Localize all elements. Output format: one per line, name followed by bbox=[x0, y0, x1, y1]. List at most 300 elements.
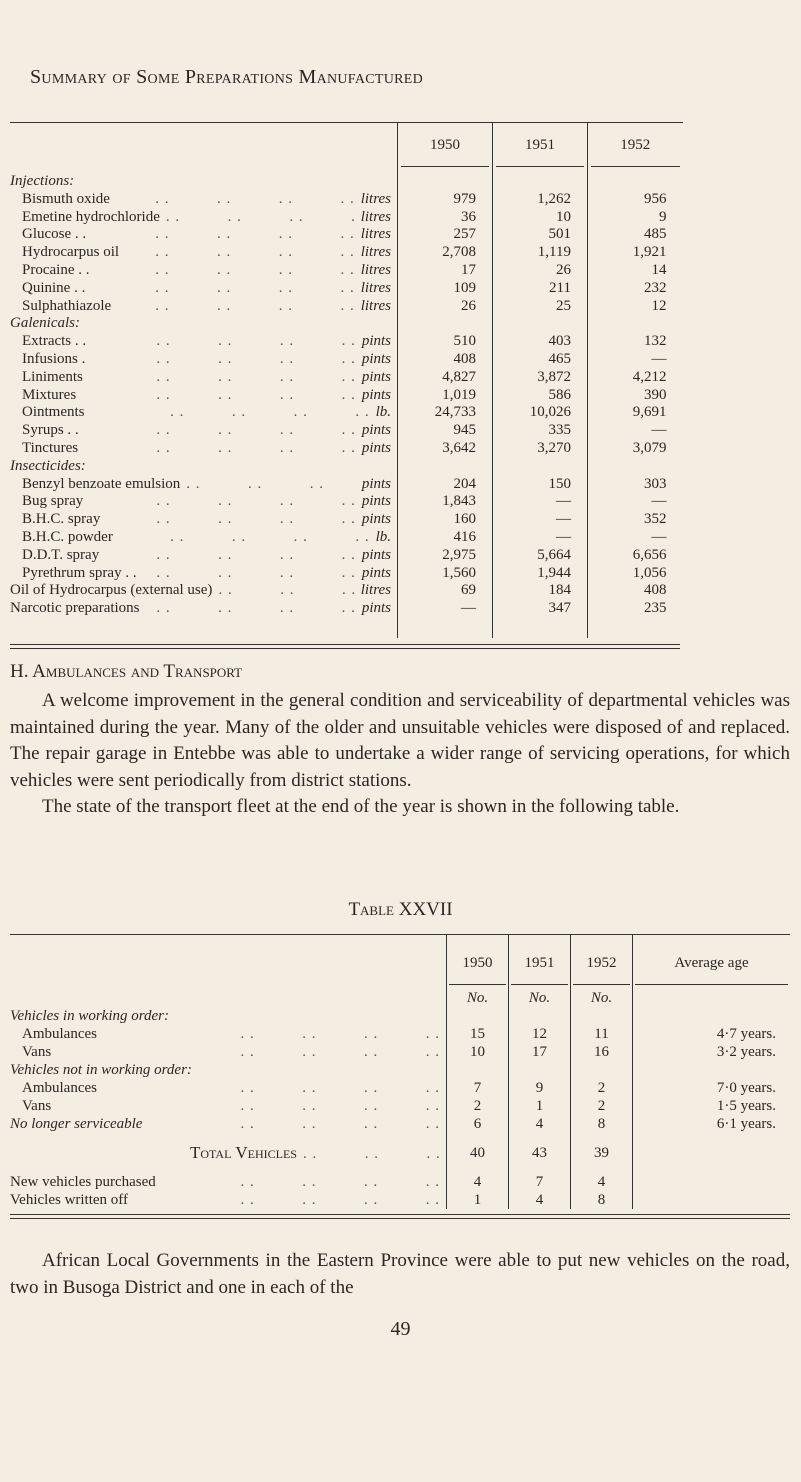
value-cell: 9 bbox=[509, 1079, 571, 1097]
row-label bbox=[10, 351, 397, 369]
value-cell: 3,642 bbox=[398, 440, 493, 458]
item-name: Ointments bbox=[22, 404, 85, 421]
value-cell: 10,026 bbox=[493, 404, 588, 422]
row-label bbox=[10, 280, 397, 298]
value-cell: 979 bbox=[398, 191, 493, 209]
row-label-cell bbox=[10, 298, 398, 316]
table-row bbox=[10, 298, 683, 316]
table-row bbox=[10, 493, 683, 511]
item-name: Mixtures bbox=[22, 386, 77, 403]
row-label-cell bbox=[10, 191, 398, 209]
row-label bbox=[10, 422, 397, 440]
value-cell: 510 bbox=[398, 333, 493, 351]
row-label-cell bbox=[10, 333, 398, 351]
dot-leaders bbox=[180, 476, 362, 494]
value-cell: 257 bbox=[398, 226, 493, 244]
row-label bbox=[10, 565, 397, 583]
empty-cell bbox=[398, 173, 493, 191]
value-cell: 1,560 bbox=[398, 565, 493, 583]
unit: pints bbox=[361, 439, 391, 456]
blank bbox=[588, 618, 683, 638]
value-cell: 26 bbox=[398, 298, 493, 316]
item-name: Vans bbox=[22, 1098, 52, 1114]
value-cell: 10 bbox=[447, 1043, 509, 1061]
row-label-cell bbox=[10, 565, 398, 583]
dot-leaders bbox=[85, 404, 376, 422]
unit: pints bbox=[361, 386, 391, 403]
dot-leaders bbox=[51, 1043, 446, 1061]
value-cell: 2,708 bbox=[398, 244, 493, 262]
year-label: 1951 bbox=[496, 129, 584, 168]
value-cell: 132 bbox=[588, 333, 683, 351]
value-cell: 6 bbox=[447, 1115, 509, 1133]
dot-leaders bbox=[83, 493, 362, 511]
value-cell: 1,921 bbox=[588, 244, 683, 262]
row-label bbox=[10, 600, 397, 618]
row-label-cell bbox=[10, 493, 398, 511]
unit: litres bbox=[360, 582, 391, 599]
year-label: 1952 bbox=[591, 129, 680, 168]
item-name: Syrups . . bbox=[22, 422, 79, 439]
value-cell: 1,944 bbox=[493, 565, 588, 583]
row-label bbox=[10, 1115, 446, 1133]
empty-cell bbox=[509, 1007, 571, 1025]
table-row bbox=[10, 600, 683, 618]
no-label: No. bbox=[509, 989, 571, 1007]
table-row bbox=[10, 369, 683, 387]
value-cell: 4 bbox=[509, 1115, 571, 1133]
value-cell: 6,656 bbox=[588, 547, 683, 565]
value-cell: 485 bbox=[588, 226, 683, 244]
table-row bbox=[10, 476, 683, 494]
unit: lb. bbox=[375, 528, 391, 545]
category-heading: Vehicles in working order: bbox=[10, 1008, 170, 1024]
row-label-cell bbox=[10, 1025, 447, 1043]
value-cell: 204 bbox=[398, 476, 493, 494]
row-label bbox=[10, 1173, 446, 1191]
row-label bbox=[10, 1043, 446, 1061]
empty-cell bbox=[447, 1061, 509, 1079]
page-number: 49 bbox=[390, 1318, 411, 1340]
value-cell: 2,975 bbox=[398, 547, 493, 565]
table-row bbox=[10, 191, 683, 209]
avg-label: Average age bbox=[635, 940, 788, 985]
year-header bbox=[447, 935, 509, 990]
dot-leaders bbox=[160, 209, 361, 227]
table-row bbox=[10, 404, 683, 422]
row-label bbox=[10, 440, 397, 458]
row-label bbox=[10, 1025, 446, 1043]
dot-leaders bbox=[78, 440, 362, 458]
transport-table bbox=[10, 934, 790, 1209]
value-cell: 2 bbox=[447, 1097, 509, 1115]
value-cell: 3,872 bbox=[493, 369, 588, 387]
dot-leaders bbox=[100, 511, 361, 529]
empty-cell bbox=[398, 458, 493, 476]
value-cell: — bbox=[493, 511, 588, 529]
value-cell: 586 bbox=[493, 387, 588, 405]
item-name: Emetine hydrochloride bbox=[22, 208, 160, 225]
value-cell: 160 bbox=[398, 511, 493, 529]
table-title: Table XXVII bbox=[348, 899, 453, 920]
value-cell: 232 bbox=[588, 280, 683, 298]
value-cell: 408 bbox=[398, 351, 493, 369]
dot-leaders bbox=[110, 191, 361, 209]
table-end-row bbox=[10, 618, 683, 638]
item-name: B.H.C. spray bbox=[22, 511, 101, 528]
row-label-cell bbox=[10, 547, 398, 565]
empty-cell bbox=[588, 315, 683, 333]
table-rule bbox=[10, 1214, 790, 1219]
section-heading: H. Ambulances and Transport bbox=[10, 661, 243, 682]
row-label-cell bbox=[10, 226, 398, 244]
value-cell: 2 bbox=[571, 1079, 633, 1097]
value-cell: — bbox=[398, 600, 493, 618]
item-name: B.H.C. powder bbox=[22, 528, 113, 545]
dot-leaders bbox=[113, 529, 376, 547]
row-label-cell bbox=[10, 1079, 447, 1097]
unit: pints bbox=[361, 422, 391, 439]
item-name: Ambulances bbox=[22, 1026, 97, 1042]
value-cell: 9,691 bbox=[588, 404, 683, 422]
average-age: 1·5 years. bbox=[633, 1097, 791, 1115]
value-cell: 1,843 bbox=[398, 493, 493, 511]
year-header bbox=[398, 123, 493, 174]
dot-leaders bbox=[85, 280, 360, 298]
page-title: Summary of Some Preparations Manufactured bbox=[30, 66, 424, 88]
row-label-cell bbox=[10, 511, 398, 529]
empty-cell bbox=[493, 173, 588, 191]
table-row bbox=[10, 458, 683, 476]
row-label-cell bbox=[10, 387, 398, 405]
item-name: No longer serviceable bbox=[10, 1116, 143, 1132]
item-name: Bismuth oxide bbox=[22, 190, 110, 207]
row-label bbox=[10, 1097, 446, 1115]
row-label bbox=[10, 1079, 446, 1097]
table-row bbox=[10, 1133, 790, 1173]
item-name: Oil of Hydrocarpus (external use) bbox=[10, 582, 213, 599]
table-row bbox=[10, 582, 683, 600]
value-cell: — bbox=[493, 493, 588, 511]
unit: pints bbox=[361, 475, 391, 492]
value-cell: 12 bbox=[588, 298, 683, 316]
item-name: Infusions . bbox=[22, 350, 86, 367]
row-label-cell bbox=[10, 1133, 447, 1173]
dot-leaders bbox=[79, 422, 362, 440]
row-label bbox=[10, 404, 397, 422]
value-cell: 15 bbox=[447, 1025, 509, 1043]
value-cell: — bbox=[493, 529, 588, 547]
unit: litres bbox=[360, 297, 391, 314]
category-heading: Vehicles not in working order: bbox=[10, 1062, 192, 1078]
item-name: Narcotic preparations bbox=[10, 600, 140, 617]
avg-header bbox=[633, 935, 791, 990]
table-row bbox=[10, 1007, 790, 1025]
value-cell: 303 bbox=[588, 476, 683, 494]
unit: pints bbox=[361, 511, 391, 528]
value-cell: 956 bbox=[588, 191, 683, 209]
row-label-cell bbox=[10, 315, 398, 333]
value-cell: 4,212 bbox=[588, 369, 683, 387]
value-cell: 17 bbox=[398, 262, 493, 280]
blank bbox=[493, 618, 588, 638]
row-label-cell bbox=[10, 280, 398, 298]
row-label-cell bbox=[10, 1007, 447, 1025]
row-label bbox=[10, 244, 397, 262]
table-row bbox=[10, 1115, 790, 1133]
average-age: 3·2 years. bbox=[633, 1043, 791, 1061]
empty-cell bbox=[509, 1061, 571, 1079]
item-name: Procaine . . bbox=[22, 261, 90, 278]
unit: litres bbox=[360, 208, 391, 225]
empty-cell bbox=[588, 173, 683, 191]
table-row bbox=[10, 529, 683, 547]
row-label-cell bbox=[10, 1097, 447, 1115]
blank bbox=[398, 618, 493, 638]
row-label bbox=[10, 547, 397, 565]
row-label-cell bbox=[10, 262, 398, 280]
row-label bbox=[10, 209, 397, 227]
table-row bbox=[10, 1191, 790, 1209]
dot-leaders bbox=[51, 1097, 446, 1115]
table-row bbox=[10, 280, 683, 298]
header-blank bbox=[10, 123, 398, 174]
preparations-table bbox=[10, 122, 683, 638]
dot-leaders bbox=[97, 1025, 446, 1043]
value-cell: 211 bbox=[493, 280, 588, 298]
row-label-cell bbox=[10, 369, 398, 387]
row-label bbox=[10, 226, 397, 244]
dot-leaders bbox=[142, 1115, 446, 1133]
header-blank bbox=[10, 935, 447, 990]
dot-leaders bbox=[119, 244, 361, 262]
value-cell: 12 bbox=[509, 1025, 571, 1043]
dot-leaders bbox=[137, 565, 362, 583]
row-label bbox=[10, 493, 397, 511]
unit: pints bbox=[361, 350, 391, 367]
dot-leaders bbox=[111, 298, 361, 316]
average-age bbox=[633, 1173, 791, 1191]
value-cell: 403 bbox=[493, 333, 588, 351]
average-age bbox=[633, 1191, 791, 1209]
row-label bbox=[10, 582, 397, 600]
dot-leaders bbox=[89, 262, 360, 280]
dot-leaders bbox=[99, 547, 362, 565]
empty-cell bbox=[571, 1061, 633, 1079]
header-row bbox=[10, 935, 790, 990]
value-cell: 1 bbox=[447, 1191, 509, 1209]
paragraph-3: African Local Governments in the Eastern Province were able to put new vehicles on the road, two in Busoga District and one in each of the bbox=[10, 1250, 790, 1298]
value-cell: 390 bbox=[588, 387, 683, 405]
category-heading: Insecticides: bbox=[10, 457, 86, 474]
item-name: Ambulances bbox=[22, 1080, 97, 1096]
item-name: D.D.T. spray bbox=[22, 546, 100, 563]
value-cell: 352 bbox=[588, 511, 683, 529]
unit: pints bbox=[361, 600, 391, 617]
value-cell: 24,733 bbox=[398, 404, 493, 422]
unit: litres bbox=[360, 190, 391, 207]
table-row bbox=[10, 387, 683, 405]
value-cell: 1,119 bbox=[493, 244, 588, 262]
empty-cell bbox=[447, 1007, 509, 1025]
average-age bbox=[633, 1133, 791, 1173]
table-row bbox=[10, 1061, 790, 1079]
row-label-cell bbox=[10, 404, 398, 422]
table-row bbox=[10, 422, 683, 440]
row-label-cell bbox=[10, 209, 398, 227]
value-cell: 335 bbox=[493, 422, 588, 440]
value-cell: 36 bbox=[398, 209, 493, 227]
empty-cell bbox=[633, 1007, 791, 1025]
value-cell: 3,270 bbox=[493, 440, 588, 458]
year-label: 1950 bbox=[401, 129, 489, 168]
table-row bbox=[10, 173, 683, 191]
year-header bbox=[493, 123, 588, 174]
item-name: Liniments bbox=[22, 368, 83, 385]
value-cell: 501 bbox=[493, 226, 588, 244]
unit: pints bbox=[361, 546, 391, 563]
value-cell: 235 bbox=[588, 600, 683, 618]
dot-leaders bbox=[128, 1191, 446, 1209]
blank bbox=[633, 989, 791, 1007]
value-cell: — bbox=[588, 422, 683, 440]
row-label bbox=[10, 387, 397, 405]
item-name: Total Vehicles bbox=[190, 1142, 297, 1162]
average-age: 4·7 years. bbox=[633, 1025, 791, 1043]
value-cell: — bbox=[588, 529, 683, 547]
table-row bbox=[10, 1173, 790, 1191]
category-heading: Injections: bbox=[10, 173, 75, 189]
item-name: Glucose . . bbox=[22, 226, 87, 243]
average-age: 6·1 years. bbox=[633, 1115, 791, 1133]
value-cell: 43 bbox=[509, 1133, 571, 1173]
dot-leaders bbox=[212, 582, 360, 600]
dot-leaders bbox=[297, 1145, 446, 1163]
table-row bbox=[10, 333, 683, 351]
year-header bbox=[571, 935, 633, 990]
blank bbox=[10, 989, 447, 1007]
table-row bbox=[10, 262, 683, 280]
value-cell: 1 bbox=[509, 1097, 571, 1115]
row-label bbox=[10, 262, 397, 280]
unit: litres bbox=[360, 279, 391, 296]
item-name: Vehicles written off bbox=[10, 1192, 129, 1208]
row-label bbox=[10, 511, 397, 529]
dot-leaders bbox=[83, 369, 362, 387]
table-row bbox=[10, 1043, 790, 1061]
table-row bbox=[10, 1079, 790, 1097]
dot-leaders bbox=[86, 333, 362, 351]
value-cell: 26 bbox=[493, 262, 588, 280]
table-row bbox=[10, 209, 683, 227]
table-row bbox=[10, 1025, 790, 1043]
unit: lb. bbox=[375, 404, 391, 421]
row-label-cell bbox=[10, 440, 398, 458]
value-cell: 1,019 bbox=[398, 387, 493, 405]
unit: litres bbox=[360, 226, 391, 243]
table-row bbox=[10, 440, 683, 458]
row-label-cell bbox=[10, 244, 398, 262]
table-row bbox=[10, 244, 683, 262]
value-cell: 465 bbox=[493, 351, 588, 369]
table-row bbox=[10, 511, 683, 529]
row-label bbox=[10, 1191, 446, 1209]
dot-leaders bbox=[76, 387, 362, 405]
dot-leaders bbox=[156, 1173, 446, 1191]
empty-cell bbox=[588, 458, 683, 476]
item-name: Quinine . . bbox=[22, 279, 86, 296]
value-cell: 109 bbox=[398, 280, 493, 298]
item-name: Tinctures bbox=[22, 439, 79, 456]
no-label: No. bbox=[571, 989, 633, 1007]
value-cell: — bbox=[588, 351, 683, 369]
value-cell: 14 bbox=[588, 262, 683, 280]
row-label-cell bbox=[10, 173, 398, 191]
row-label bbox=[10, 529, 397, 547]
item-name: Extracts . . bbox=[22, 333, 87, 350]
item-name: Vans bbox=[22, 1044, 52, 1060]
value-cell: 1,262 bbox=[493, 191, 588, 209]
unit: pints bbox=[361, 564, 391, 581]
value-cell: 347 bbox=[493, 600, 588, 618]
value-cell: 2 bbox=[571, 1097, 633, 1115]
table-rule bbox=[10, 644, 680, 649]
value-cell: 9 bbox=[588, 209, 683, 227]
value-cell: 7 bbox=[509, 1173, 571, 1191]
row-label bbox=[10, 333, 397, 351]
year-label: 1951 bbox=[511, 940, 568, 985]
item-name: Pyrethrum spray . . bbox=[22, 564, 137, 581]
value-cell: 416 bbox=[398, 529, 493, 547]
value-cell: 69 bbox=[398, 582, 493, 600]
unit: litres bbox=[360, 244, 391, 261]
value-cell: 8 bbox=[571, 1115, 633, 1133]
value-cell: 4 bbox=[509, 1191, 571, 1209]
value-cell: 11 bbox=[571, 1025, 633, 1043]
paragraph-2: The state of the transport fleet at the end of the year is shown in the following table. bbox=[42, 796, 680, 817]
units-row bbox=[10, 989, 790, 1007]
row-label-cell bbox=[10, 476, 398, 494]
row-label-cell bbox=[10, 1115, 447, 1133]
unit: pints bbox=[361, 368, 391, 385]
value-cell: 1,056 bbox=[588, 565, 683, 583]
empty-cell bbox=[493, 315, 588, 333]
value-cell: 17 bbox=[509, 1043, 571, 1061]
row-label-cell bbox=[10, 1191, 447, 1209]
row-label-cell bbox=[10, 1061, 447, 1079]
table-row bbox=[10, 547, 683, 565]
header-row bbox=[10, 123, 683, 174]
item-name: Hydrocarpus oil bbox=[22, 244, 120, 261]
value-cell: 16 bbox=[571, 1043, 633, 1061]
row-label bbox=[10, 1144, 446, 1163]
value-cell: 945 bbox=[398, 422, 493, 440]
unit: litres bbox=[360, 261, 391, 278]
item-name: Sulphathiazole bbox=[22, 297, 112, 314]
item-name: Bug spray bbox=[22, 493, 84, 510]
category-heading: Galenicals: bbox=[10, 315, 80, 332]
value-cell: 10 bbox=[493, 209, 588, 227]
average-age: 7·0 years. bbox=[633, 1079, 791, 1097]
row-label-cell bbox=[10, 458, 398, 476]
row-label-cell bbox=[10, 529, 398, 547]
year-header bbox=[509, 935, 571, 990]
row-label-cell bbox=[10, 422, 398, 440]
row-label-cell bbox=[10, 351, 398, 369]
item-name: Benzyl benzoate emulsion bbox=[22, 475, 181, 492]
row-label bbox=[10, 191, 397, 209]
row-label bbox=[10, 369, 397, 387]
